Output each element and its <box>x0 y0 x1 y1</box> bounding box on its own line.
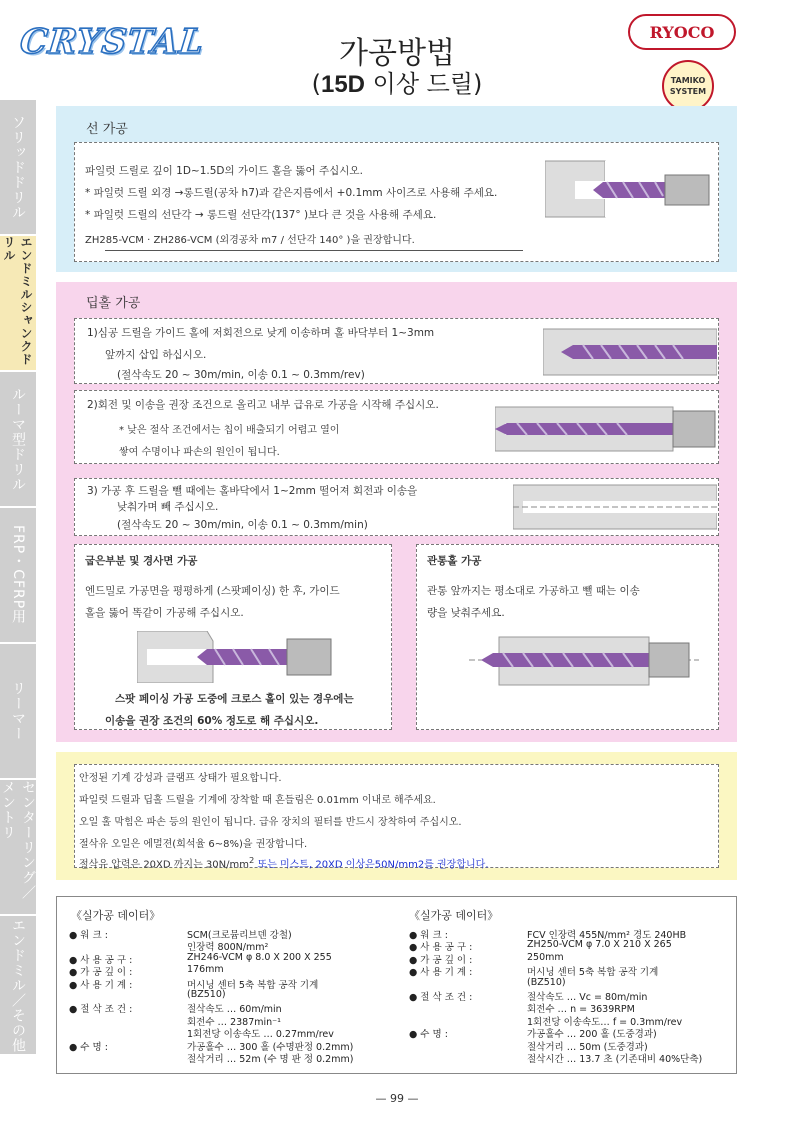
side-tab-endmill-other[interactable]: エンドミル／その他 <box>0 916 36 1056</box>
data-row-value: 절삭속도 … Vc = 80m/min <box>527 992 648 1003</box>
data-row-value: ZH246-VCM φ 8.0 X 200 X 255 <box>187 951 332 963</box>
data-row-value: 절삭거리 … 50m (도중경과) <box>527 1041 648 1053</box>
curved-text: 홀을 뚫어 똑같이 가공해 주십시오. <box>85 607 244 619</box>
data-row-value: (BZ510) <box>527 976 566 988</box>
step-condition: (절삭속도 20 ~ 30m/min, 이송 0.1 ~ 0.3mm/rev) <box>117 369 365 381</box>
data-row-value: 회전수 … 2387min⁻¹ <box>187 1016 281 1028</box>
step-note: 쌓여 수명이나 파손의 원인이 됩니다. <box>119 447 280 458</box>
data-row-value: FCV 인장력 455N/mm² 경도 240HB <box>527 930 687 941</box>
step-1-box <box>74 318 719 384</box>
data-row-value: 1회전당 이송속도 … 0.27mm/rev <box>187 1029 334 1041</box>
data-row-label: ● 가 공 깊 이 : <box>409 954 473 966</box>
step-condition: (절삭속도 20 ~ 30m/min, 이송 0.1 ~ 0.3mm/min) <box>117 519 368 531</box>
data-row-value: (BZ510) <box>187 989 226 1000</box>
note-line: 절삭유 압력은 20XD 까지는 $30N/mm^2$ 또는 미스트, 20XD 이상은50N/mm2를 권장합니다. <box>79 855 489 871</box>
data-row-label: ● 사 용 기 계 : <box>69 979 133 991</box>
note-line: 절삭유 오일은 에멀젼(희석율 6~8%)을 권장합니다. <box>79 839 308 850</box>
step-text: 2)회전 및 이송을 권장 조건으로 올리고 내부 급유로 가공을 시작해 주십시오. <box>87 399 439 411</box>
pilot-line: 파일럿 드릴로 깊이 1D~1.5D의 가이드 홀을 뚫어 주십시오. <box>85 165 363 177</box>
page-subtitle: (15D 이상 드릴) <box>311 70 483 98</box>
data-row-label: ● 가 공 깊 이 : <box>69 967 133 979</box>
side-tab-centering[interactable]: センターリング／メントリ <box>0 780 36 916</box>
curved-surface-box <box>74 544 392 730</box>
step-text: 앞까지 삽입 하십시오. <box>105 349 207 361</box>
data-row-value: 가공홀수 … 300 홀 (수명판정 0.2mm) <box>187 1041 354 1053</box>
note-line: 파일럿 드릴과 딥홀 드릴을 기계에 장착할 때 흔들림은 0.01mm 이내로 해주세요. <box>79 795 436 806</box>
data-row-label: ● 사 용 공 구 : <box>69 954 133 966</box>
data-row-value: 절삭속도 … 60m/min <box>187 1004 282 1016</box>
side-tab-reamer-drill[interactable]: ルーマ型ドリル <box>0 372 36 508</box>
curved-warning: 이송을 권장 조건의 60% 정도로 해 주십시오. <box>105 715 319 727</box>
curved-warning: 스팟 페이싱 가공 도중에 크로스 홀이 있는 경우에는 <box>115 693 354 705</box>
pilot-line: ZH285-VCM · ZH286-VCM (외경공차 m7 / 선단각 140° )을 권장합니다. <box>85 235 415 246</box>
side-tab-reamer[interactable]: リーマー <box>0 644 36 780</box>
deep-hole-heading: 딥홀 가공 <box>86 296 141 311</box>
step-3-box <box>74 478 719 536</box>
step-1-illustration <box>543 325 717 379</box>
pilot-line: * 파일럿 드릴 외경 →롱드릴(공차 h7)과 같은지름에서 +0.1mm 사이즈로 사용해 주세요. <box>85 187 498 199</box>
data-row-label: ● 사 용 기 계 : <box>409 967 473 979</box>
deep-hole-section <box>56 282 737 742</box>
notes-box <box>74 764 719 871</box>
note-line: 안정된 기계 강성과 클램프 상태가 필요합니다. <box>79 773 282 784</box>
data-row-label: ● 절 삭 조 건 : <box>409 992 473 1003</box>
step-text: 3) 가공 후 드릴을 뺄 때에는 홀바닥에서 1~2mm 떨어져 회전과 이송을 <box>87 485 418 497</box>
step-text: 낮춰가며 빼 주십시오. <box>117 501 219 513</box>
data-row-value: ZH250-VCM φ 7.0 X 210 X 265 <box>527 939 672 951</box>
through-hole-box <box>416 544 719 730</box>
data-row-value: 250mm <box>527 951 564 963</box>
pilot-section <box>56 106 737 272</box>
data-row-value: 머시닝 센터 5축 복합 공작 기계 <box>527 967 659 979</box>
crystal-logo: CRYSTAL <box>18 22 207 62</box>
data-row-value: 머시닝 센터 5축 복합 공작 기계 <box>187 979 319 991</box>
data-row-label: ● 워 크 : <box>409 930 448 941</box>
data-left-heading: 《실가공 데이터》 <box>71 909 161 922</box>
data-row-label: ● 수 명 : <box>69 1041 108 1053</box>
tamiko-system-badge: TAMIKO SYSTEM <box>662 60 714 112</box>
data-row-value: 절삭거리 … 52m (수 명 판 정 0.2mm) <box>187 1054 354 1065</box>
pilot-box <box>74 142 719 262</box>
page-number: — 99 — <box>375 1092 419 1105</box>
data-row-value: 1회전당 이송속도… f = 0.3mm/rev <box>527 1016 683 1028</box>
data-row-label: ● 사 용 공 구 : <box>409 942 473 954</box>
data-row-value: 가공홀수 … 200 홀 (도중경과) <box>527 1029 657 1041</box>
pilot-line: * 파일럿 드릴의 선단각 → 롱드릴 선단각(137° )보다 큰 것을 사용해 주세요. <box>85 209 437 221</box>
through-title: 관통홀 가공 <box>427 555 482 567</box>
page-title: 가공방법 <box>339 36 455 71</box>
data-row-value: 회전수 … n = 3639RPM <box>527 1004 635 1016</box>
data-row-label: ● 절 삭 조 건 : <box>69 1004 133 1016</box>
data-row-value: 인장력 800N/mm² <box>187 942 269 954</box>
notes-section <box>56 752 737 880</box>
through-hole-illustration <box>469 633 699 689</box>
step-text: 1)심공 드릴을 가이드 홀에 저회전으로 낮게 이송하며 홀 바닥부터 1~3mm <box>87 327 435 339</box>
ryoco-logo: RYOCO <box>628 14 736 50</box>
curved-title: 굽은부분 및 경사면 가공 <box>85 555 198 567</box>
divider <box>105 250 523 251</box>
through-text: 관통 앞까지는 평소대로 가공하고 뺄 때는 이송 <box>427 585 640 597</box>
data-row-label: ● 수 명 : <box>409 1029 448 1041</box>
step-3-illustration <box>513 483 717 531</box>
curved-surface-illustration <box>137 631 337 683</box>
data-row-value: 176mm <box>187 964 224 976</box>
data-row-value: 절삭시간 … 13.7 초 (기존대비 40%단축) <box>527 1054 703 1065</box>
step-note: * 낮은 절삭 조건에서는 칩이 배출되기 어렵고 열이 <box>119 425 340 436</box>
machining-data-box <box>56 896 737 1074</box>
side-tab-endmill-shank-drill[interactable]: エンドミルシャンクドリル <box>0 236 36 372</box>
pilot-drill-illustration <box>545 153 715 223</box>
curved-text: 엔드밀로 가공면을 평평하게 (스팟페이싱) 한 후, 가이드 <box>85 585 340 597</box>
side-tab-frp-cfrp[interactable]: FRP・CFRP用 <box>0 508 36 644</box>
data-row-label: ● 워 크 : <box>69 930 108 941</box>
side-tab-solid-drill[interactable]: ソリッドドリル <box>0 100 36 236</box>
data-right-heading: 《실가공 데이터》 <box>409 909 499 922</box>
pilot-heading: 선 가공 <box>86 122 128 137</box>
note-line: 오일 홀 막힘은 파손 등의 원인이 됩니다. 급유 장치의 필터를 반드시 장착하여 주십시오. <box>79 817 462 828</box>
step-2-box <box>74 390 719 464</box>
through-text: 량을 낮춰주세요. <box>427 607 505 619</box>
step-2-illustration <box>495 405 717 453</box>
data-row-value: SCM(크로뮴리브덴 강철) <box>187 930 292 941</box>
